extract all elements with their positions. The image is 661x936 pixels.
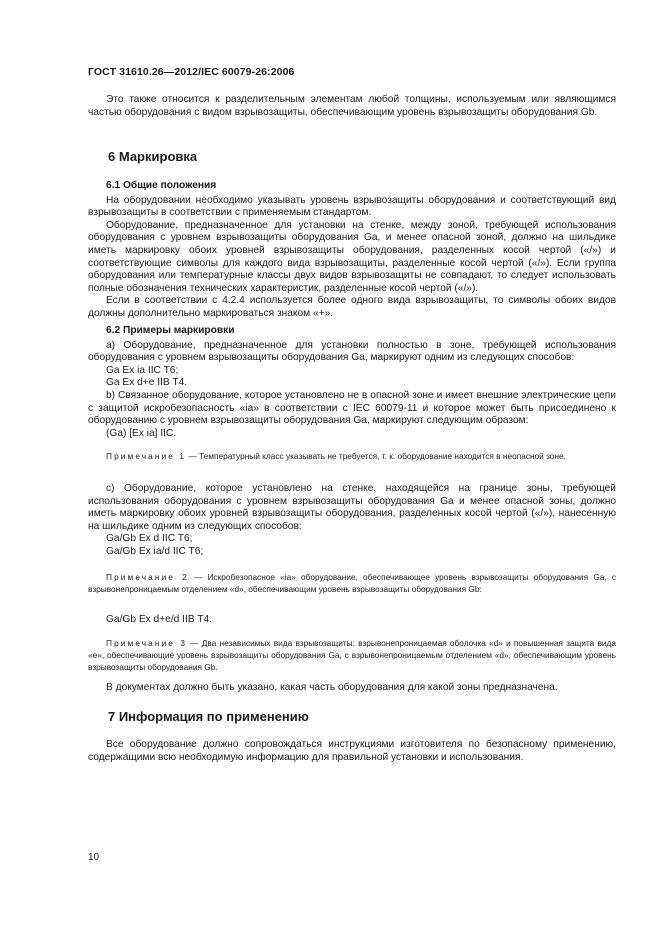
- example-a-marking-2: Ga Ex d+e IIB T4.: [106, 377, 188, 389]
- note-2-label: Примечание 2: [106, 572, 189, 582]
- section-7-paragraph: Все оборудование должно сопровождаться инструкциями изготовителя по безопасному применению, содержащими всю необходимую информацию для правильной установки и использования.: [88, 739, 616, 763]
- note-1-text: — Температурный класс указывать не требуется, т. к. оборудование находится в неопасной зоне.: [186, 451, 566, 461]
- example-c-marking-1: Ga/Gb Ex d IIC T6;: [106, 533, 193, 545]
- example-b-text: b) Связанное оборудование, которое установлено не в опасной зоне и имеет внешние электрические цепи с защитой искробезопасность «ia» в соответствии с IEC 60079-11 и которое может быть присоединено к оборудованию с уровнем взрывозащиты оборудования Ga, маркируют следующим образом:: [88, 389, 616, 427]
- intro-block: [88, 94, 616, 119]
- note-2-text: — Искробезопасное «ia» оборудование, обеспечивающее уровень взрывозащиты оборудования Ga, с взрывонепроницаемым отделением «d», обеспечивающим уровень взрывозащиты оборудования Gb:: [88, 572, 616, 594]
- note-3-label: Примечание 3: [106, 638, 188, 648]
- example-c-block: [88, 483, 616, 559]
- s61-paragraph-2: Оборудование, предназначенное для установки на стенке, между зоной, требующей использования оборудования с уровнем взрывозащиты оборудования Ga, и менее опасной зоной, должно на шильдике иметь маркировку обоих уровней взрывозащиты оборудования, разделенных косой чертой («/») и соответствующие символы для каждого вида взрывозащиты, разделенные косой чертой («/»). Если группа оборудования или температурные классы двух видов взрывозащиты не совпадают, то следует использовать полные обозначения технических характеристик, разделенные косой чертой («/»).: [88, 219, 616, 294]
- note-1-label: Примечание 1: [106, 451, 187, 461]
- closing-paragraph: В документах должно быть указано, какая часть оборудования для какой зоны предназначена.: [106, 682, 558, 693]
- page-number: 10: [88, 852, 100, 863]
- example-c-marking-2: Ga/Gb Ex ia/d IIC T6;: [106, 545, 204, 557]
- note-3-text: — Два независимых вида взрывозащиты: взрывонепроницаемая оболочка «d» и повышенная защита вида «е», обеспечивающие уровень взрывозащиты оборудования Ga, с взрывонепроницаемым отделением «d», обеспечивающим уровень взрывозащиты оборудования Gb.: [88, 638, 616, 672]
- section-7-block: [88, 739, 616, 764]
- note-3: [88, 638, 616, 673]
- note-2-marking-block: [88, 614, 616, 627]
- closing-block: [88, 682, 616, 695]
- example-a-marking-1: Ga Ex ia IIC T6;: [106, 364, 179, 376]
- section-6-2-block: [88, 325, 616, 440]
- section-6-heading: 6 Маркировка: [108, 149, 198, 164]
- example-a-text: a) Оборудование, предназначенное для установки полностью в зоне, требующей использования оборудования с уровнем взрывозащиты оборудования Ga, маркируют одним из следующих способов:: [88, 339, 616, 364]
- document-header: ГОСТ 31610.26—2012/IEC 60079-26:2006: [88, 66, 295, 78]
- section-6-2-heading: 6.2 Примеры маркировки: [106, 325, 235, 336]
- section-6-1-block: [88, 180, 616, 321]
- example-c-text: c) Оборудование, которое установлено на стенке, находящейся на границе зоны, требующей использования оборудования с уровнем взрывозащиты оборудования Ga и менее опасной зоны, должно иметь маркировку обоих уровней взрывозащиты оборудования, разделенных косой чертой («/»), нанесенную на шильдике одним из следующих способов:: [88, 483, 616, 532]
- s61-paragraph-3: Если в соответствии с 4.2.4 используется более одного вида взрывозащиты, то символы обоих видов должны дополнительно маркироваться знаком «+».: [88, 295, 616, 319]
- example-b-marking-1: (Ga) [Ex ia] IIC.: [106, 427, 177, 439]
- note-2: [88, 572, 616, 596]
- note-1: [88, 451, 616, 463]
- note-2-marking-1: Ga/Gb Ex d+e/d IIB T4.: [106, 614, 212, 625]
- s61-paragraph-1: На оборудовании необходимо указывать уровень взрывозащиты оборудования и соответствующий вид взрывозащиты в соответствии с применяемым стандартом.: [88, 194, 616, 219]
- section-7-heading: 7 Информация по применению: [108, 709, 309, 724]
- intro-paragraph: Это также относится к разделительным элементам любой толщины, используемым или являющимся частью оборудования с видом взрывозащиты, обеспечивающим уровень взрывозащиты оборудования Gb.: [88, 94, 616, 118]
- section-6-1-heading: 6.1 Общие положения: [106, 180, 217, 191]
